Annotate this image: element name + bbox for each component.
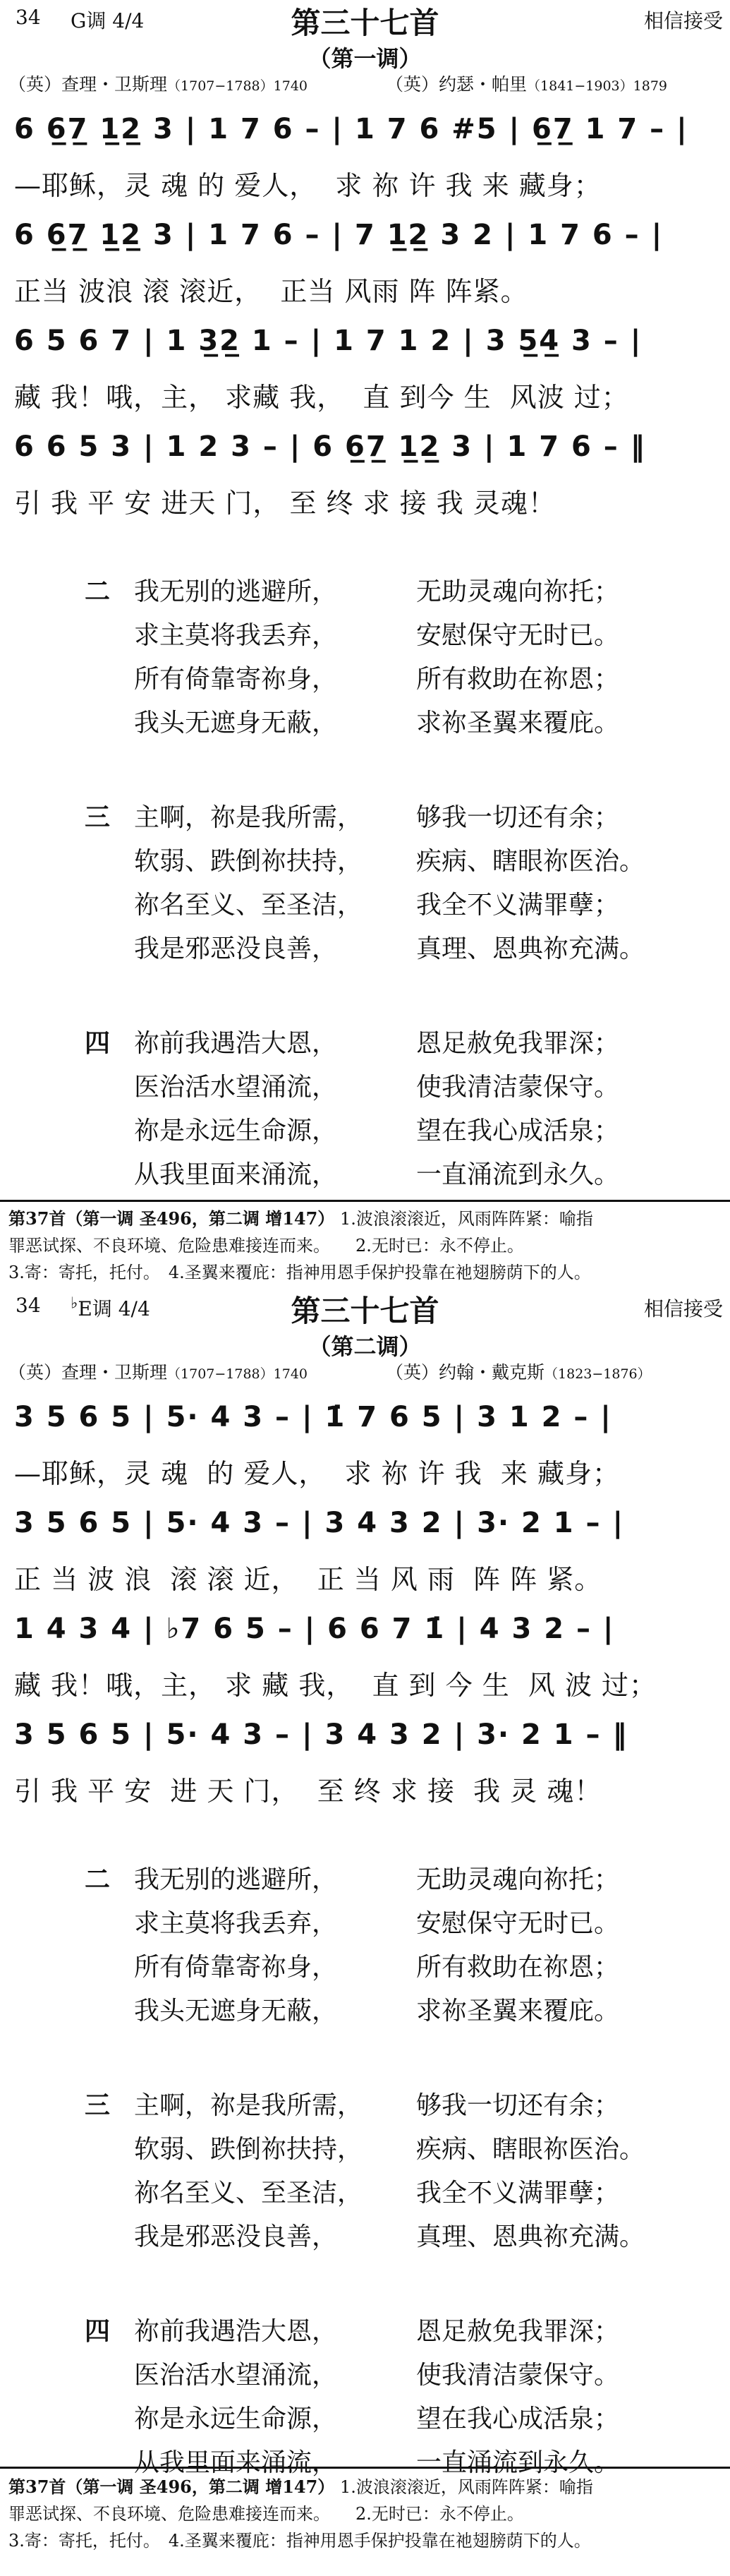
verse-line-left: 我是邪恶没良善， (134, 934, 338, 963)
footnote-text: 1.波浪滚滚近，风雨阵阵紧：喻指 (339, 2477, 593, 2497)
notation-line: 1 4 3 4 | ♭7 6 5 – | 6 6 7 1̇ | 4 3 2 – | (14, 1613, 615, 1645)
footnote-text: 1.波浪滚滚近，风雨阵阵紧：喻指 (339, 1209, 593, 1229)
verse-line-left: 我无别的逃避所， (134, 577, 338, 606)
verse-line-right: 疾病、瞎眼祢医治。 (416, 2135, 645, 2164)
verse-line-left: 求主莫将我丢弃， (134, 1909, 338, 1938)
verse-number: 二 (85, 577, 111, 606)
divider-rule (0, 2467, 730, 2469)
verse-line-left: 医治活水望涌流， (134, 2361, 338, 2390)
lyrics-line: 正当 波浪 滚 滚近， 正当 风雨 阵 阵紧。 (14, 276, 528, 307)
footnote-label: 第37首（第一调 圣496，第二调 增147） (8, 1208, 335, 1229)
verse-line-left: 主啊，祢是我所需， (134, 803, 363, 832)
verse-line-left: 我头无遮身无蔽， (134, 1997, 338, 2026)
hymn-header (7, 0, 723, 42)
lyrics-line: 正 当 波 浪 滚 滚 近， 正 当 风 雨 阵 阵 紧。 (14, 1564, 602, 1595)
notation-line: 3 5 6 5 | 5· 4 3 – | 1̇ 7 6 5 | 3 1 2 – | (14, 1401, 612, 1433)
notation-line: 6 6̲7̲ 1̲2̲ 3 | 1 7 6 – | 1 7 6 #5 | 6̲7̲ 1 7 – | (14, 113, 688, 145)
lyricist-dates: （1707−1788）1740 (167, 1366, 308, 1382)
verse-line-right: 恩足赦免我罪深； (416, 2317, 620, 2346)
footnote-line-1 (8, 1205, 724, 1232)
lyricist-credit (8, 71, 308, 96)
lyrics-line: —耶稣，灵 魂 的 爱人， 求 祢 许 我 来 藏身； (14, 170, 602, 201)
composer-dates: （1823−1876） (545, 1366, 651, 1382)
verse-line-right: 所有救助在祢恩； (416, 1953, 620, 1982)
footnote-label: 第37首（第一调 圣496，第二调 增147） (8, 2476, 335, 2497)
verse-line-right: 望在我心成活泉； (416, 1117, 620, 1145)
lyrics-line: 引 我 平 安 进 天 门， 至 终 求 接 我 灵 魂！ (14, 1776, 602, 1807)
music-system (14, 1507, 719, 1613)
verse-line-right: 无助灵魂向祢托； (416, 577, 620, 606)
verse-line-right: 望在我心成活泉； (416, 2405, 620, 2433)
verse-line-right: 疾病、瞎眼祢医治。 (416, 847, 645, 876)
music-system (14, 113, 719, 219)
lyrics-line: —耶稣，灵 魂 的 爱人， 求 祢 许 我 来 藏身； (14, 1458, 620, 1489)
notation-line: 6 6̲7̲ 1̲2̲ 3 | 1 7 6 – | 7 1̲2̲ 3 2 | 1 7 6 – | (14, 219, 664, 251)
verse-line-right: 安慰保守无时已。 (416, 621, 620, 650)
music-system (14, 431, 719, 536)
hymn-header (7, 1288, 723, 1330)
verse-line-right: 一直涌流到永久。 (416, 2448, 620, 2477)
verse-line-right: 安慰保守无时已。 (416, 1909, 620, 1938)
music-system (14, 1719, 719, 1824)
verse-line-right: 够我一切还有余； (416, 803, 620, 832)
verse-line-left: 主啊，祢是我所需， (134, 2091, 363, 2120)
verse-line-left: 从我里面来涌流， (134, 2448, 338, 2477)
divider-rule (0, 1200, 730, 1202)
lyricist-credit (8, 1359, 308, 1384)
lyricist-name: （英）查理・卫斯理 (8, 1362, 168, 1383)
lyricist-dates: （1707−1788）1740 (167, 78, 308, 94)
composer-credit (386, 71, 667, 96)
verse-line-left: 软弱、跌倒祢扶持， (134, 847, 363, 876)
verse-line-right: 我全不义满罪孽； (416, 891, 620, 920)
verse-number: 三 (85, 2090, 111, 2120)
tune-name: 相信接受 (643, 1297, 723, 1320)
verse-line-right: 恩足赦免我罪深； (416, 1029, 620, 1058)
hymn-section-tune2 (0, 1288, 730, 2576)
verse-line-right: 真理、恩典祢充满。 (416, 934, 645, 963)
verse-line-left: 我无别的逃避所， (134, 1865, 338, 1894)
verse-line-left: 医治活水望涌流， (134, 1073, 338, 1102)
verse-line-left: 祢前我遇浩大恩， (134, 2317, 338, 2346)
verse-line-left: 祢是永远生命源， (134, 2405, 338, 2433)
notation-line: 6 5 6 7 | 1 3̲2̲ 1 – | 1 7 1 2 | 3 5̲4̲ 3 – | (14, 325, 643, 357)
music-system (14, 219, 719, 325)
verse-line-right: 够我一切还有余； (416, 2091, 620, 2120)
verse-line-left: 所有倚靠寄祢身， (134, 1953, 338, 1982)
music-system (14, 1401, 719, 1507)
verse-number: 三 (85, 802, 111, 832)
footnote-line-1 (8, 2474, 724, 2500)
tune-subtitle: （第二调） (308, 1333, 422, 1360)
tune-name: 相信接受 (643, 9, 723, 32)
notation-line: 6 6 5 3 | 1 2 3 – | 6 6̲7̲ 1̲2̲ 3 | 1 7 6 – ‖ (14, 431, 646, 463)
tune-subtitle: （第一调） (308, 45, 422, 72)
verse-line-right: 使我清洁蒙保守。 (416, 2361, 620, 2390)
composer-name: （英）约瑟・帕里 (386, 74, 528, 95)
hymn-section-tune1 (0, 0, 730, 1256)
footnote-line-2: 罪恶试探、不良环境、危险患难接连而来。 2.无时已：永不停止。 (8, 1236, 524, 1256)
verse-line-left: 软弱、跌倒祢扶持， (134, 2135, 363, 2164)
hymn-title: 第三十七首 (291, 1294, 439, 1328)
verse-line-right: 无助灵魂向祢托； (416, 1865, 620, 1894)
verse-number: 二 (85, 1865, 111, 1894)
verse-number: 四 (85, 2316, 111, 2346)
music-system (14, 325, 719, 431)
footnote-line-2: 罪恶试探、不良环境、危险患难接连而来。 2.无时已：永不停止。 (8, 2504, 524, 2524)
lyrics-line: 藏 我！哦，主， 求藏 我， 直 到今 生 风波 过； (14, 382, 629, 413)
footnote-line-3: 3.寄：寄托，托付。 4.圣翼来覆庇：指神用恩手保护投靠在祂翅膀荫下的人。 (8, 1263, 591, 1282)
notation-line: 3 5 6 5 | 5· 4 3 – | 3 4 3 2 | 3· 2 1 – | (14, 1507, 625, 1539)
verse-line-right: 真理、恩典祢充满。 (416, 2222, 645, 2251)
verse-line-right: 一直涌流到永久。 (416, 1160, 620, 1189)
hymn-title: 第三十七首 (291, 6, 439, 40)
verse-line-right: 使我清洁蒙保守。 (416, 1073, 620, 1102)
verse-line-right: 求祢圣翼来覆庇。 (416, 1997, 620, 2026)
verse-line-right: 我全不义满罪孽； (416, 2179, 620, 2208)
verse-line-left: 我头无遮身无蔽， (134, 709, 338, 738)
composer-credit (386, 1359, 651, 1384)
footnote-line-3: 3.寄：寄托，托付。 4.圣翼来覆庇：指神用恩手保护投靠在祂翅膀荫下的人。 (8, 2531, 591, 2551)
key-signature: G调 4/4 (71, 9, 145, 32)
verse-line-left: 祢名至义、至圣洁， (134, 891, 363, 920)
lyrics-line: 藏 我！哦，主， 求 藏 我， 直 到 今 生 风 波 过； (14, 1670, 657, 1701)
verse-line-left: 我是邪恶没良善， (134, 2222, 338, 2251)
music-system (14, 1613, 719, 1719)
flat-sign: ♭ (71, 1294, 78, 1313)
verse-line-right: 所有救助在祢恩； (416, 665, 620, 694)
verse-line-left: 祢前我遇浩大恩， (134, 1029, 338, 1058)
page-number: 34 (16, 1294, 41, 1317)
notation-line: 3 5 6 5 | 5· 4 3 – | 3 4 3 2 | 3· 2 1 – ‖ (14, 1719, 628, 1751)
footnote (8, 2474, 724, 2554)
verse-line-left: 从我里面来涌流， (134, 1160, 338, 1189)
verse-line-right: 求祢圣翼来覆庇。 (416, 709, 620, 738)
verse-line-left: 祢名至义、至圣洁， (134, 2179, 363, 2208)
footnote (8, 1205, 724, 1286)
verse-line-left: 祢是永远生命源， (134, 1117, 338, 1145)
verse-line-left: 求主莫将我丢弃， (134, 621, 338, 650)
verse-number: 四 (85, 1028, 111, 1058)
key-text: E调 4/4 (78, 1297, 150, 1320)
page-number: 34 (16, 6, 41, 29)
lyrics-line: 引 我 平 安 进天 门， 至 终 求 接 我 灵魂！ (14, 488, 556, 519)
verse-line-left: 所有倚靠寄祢身， (134, 665, 338, 694)
lyricist-name: （英）查理・卫斯理 (8, 74, 168, 95)
composer-dates: （1841−1903）1879 (527, 78, 667, 94)
composer-name: （英）约翰・戴克斯 (386, 1362, 545, 1383)
